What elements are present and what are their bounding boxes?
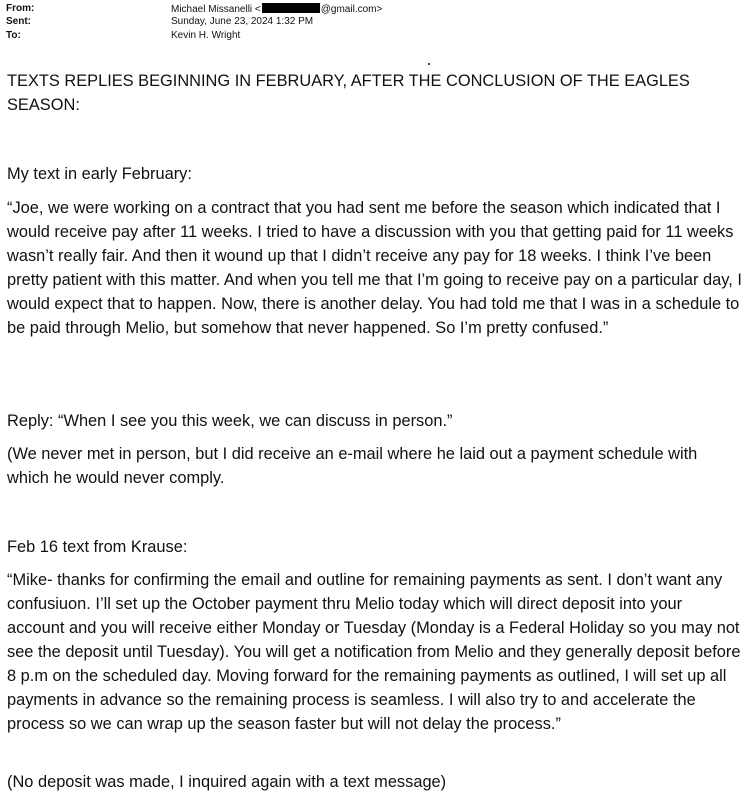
reply-note: (We never met in person, but I did receive an e-mail where he laid out a payment schedule with which he would never comply. <box>7 445 698 487</box>
section2-quote: “Mike- thanks for confirming the email and outline for remaining payments as sent. I don’t want any confusiuon. I’ll set up the October payment thru Melio today which will direct deposit into your account and you will receive either Monday or Tuesday (Monday is a Federal Holiday so you may not see the deposit until Tuesday). You will get a notification from Melio and they generally deposit before 8 p.m on the scheduled day. Moving forward for the remaining payments as outlined, I will set up all payments in advance so the remaining process is seamless. I will also try to and accelerate the process so we can wrap up the season faster but will not delay the process.” <box>7 571 741 733</box>
stray-dot <box>428 63 430 65</box>
from-name: Michael Missanelli < <box>171 4 261 15</box>
sent-label: Sent: <box>6 16 31 27</box>
from-email-suffix: @gmail.com> <box>320 4 383 15</box>
closing-note: (No deposit was made, I inquired again with a text message) <box>7 773 447 791</box>
to-label: To: <box>6 30 21 41</box>
document-heading: TEXTS REPLIES BEGINNING IN FEBRUARY, AFTER THE CONCLUSION OF THE EAGLES SEASON: <box>7 72 690 114</box>
section1-label: My text in early February: <box>7 165 192 183</box>
to-value: Kevin H. Wright <box>171 30 241 41</box>
section2-label: Feb 16 text from Krause: <box>7 538 188 556</box>
reply-text: Reply: “When I see you this week, we can discuss in person.” <box>7 412 453 430</box>
sent-value: Sunday, June 23, 2024 1:32 PM <box>171 16 314 27</box>
redaction-bar <box>262 3 320 13</box>
section1-quote: “Joe, we were working on a contract that you had sent me before the season which indicated that I would receive pay after 11 weeks. I tried to have a discussion with you that getting paid for 11 weeks wasn’t really fair. And then it wound up that I didn’t receive any pay for 18 weeks. I think I’ve been pretty patient with this matter. And when you tell me that I’m going to receive pay on a particular day, I would expect that to happen. Now, there is another delay. You had told me that I was in a schedule to be paid through Melio, but somehow that never happened. So I’m pretty confused.” <box>7 199 742 337</box>
email-header <box>0 0 749 46</box>
from-label: From: <box>6 3 35 14</box>
from-value <box>171 3 382 16</box>
